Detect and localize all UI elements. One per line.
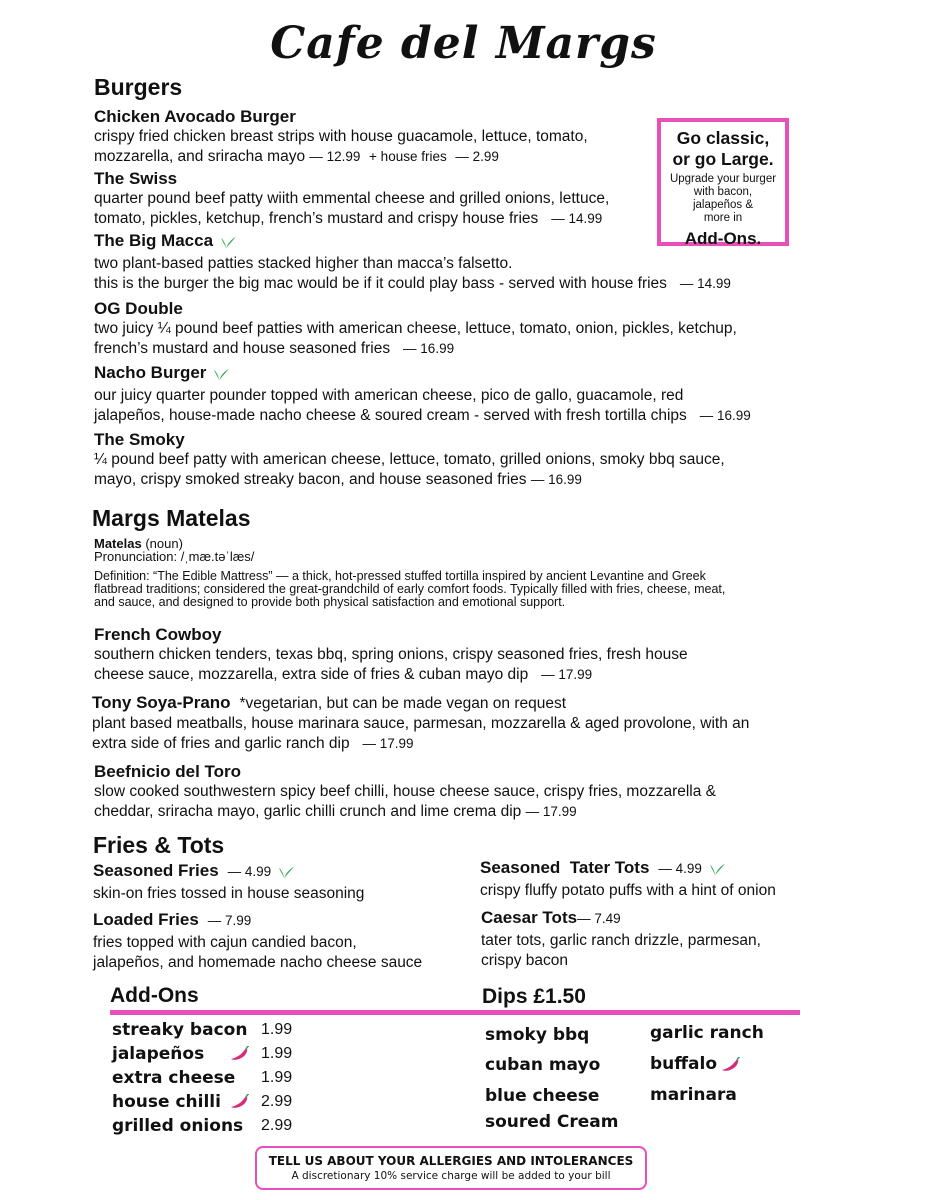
dip-item: blue cheese <box>485 1086 600 1106</box>
item-name: The Big Macca <box>94 231 214 250</box>
addon-price: 2.99 <box>261 1093 293 1110</box>
item-description: french’s mustard and house seasoned fries <box>94 340 391 357</box>
addon-price: 1.99 <box>261 1021 293 1038</box>
promo-box <box>657 118 789 246</box>
item-price: — 14.99 <box>551 211 603 226</box>
def-pos: (noun) <box>141 536 183 551</box>
leaf-icon <box>212 367 230 381</box>
item-description: crispy fried chicken breast strips with house guacamole, lettuce, tomato, <box>94 128 588 145</box>
menu-item-chicken-avocado-burger <box>94 107 654 167</box>
item-description: jalapeños, and homemade nacho cheese sauce <box>93 954 423 971</box>
addon-row <box>112 1020 312 1044</box>
addons-heading: Add-Ons <box>110 984 199 1007</box>
promo-small: with bacon, <box>693 186 753 198</box>
menu-item-tony-soya-prano <box>92 693 852 754</box>
item-description: crispy fluffy potato puffs with a hint of onion <box>480 882 776 899</box>
item-note: *vegetarian, but can be made vegan on request <box>239 695 567 712</box>
item-description: slow cooked southwestern spicy beef chilli, house cheese sauce, crispy fries, mozzarella & <box>94 783 717 800</box>
dip-item: garlic ranch <box>650 1023 764 1043</box>
chili-icon <box>230 1046 250 1062</box>
item-description: two plant-based patties stacked higher than macca’s falsetto. <box>94 255 513 272</box>
menu-item-the-swiss <box>94 169 654 229</box>
addon-name: grilled onions <box>112 1116 244 1136</box>
dip-item: cuban mayo <box>485 1055 601 1075</box>
item-price: — 17.99 <box>362 736 414 751</box>
item-description: skin-on fries tossed in house seasoning <box>93 885 365 902</box>
item-description: jalapeños, house-made nacho cheese & soured cream - served with fresh tortilla chips <box>94 407 687 424</box>
item-price: — 4.99 <box>227 864 272 879</box>
item-price: — 16.99 <box>699 408 751 423</box>
addon-name: extra cheese <box>112 1068 236 1088</box>
dip-item: buffalo <box>650 1054 718 1074</box>
item-price: — 14.99 <box>679 276 731 291</box>
dips-column-2 <box>650 1023 810 1111</box>
definition-line: and sauce, and designed to provide both physical satisfaction and emotional support. <box>94 595 566 609</box>
menu-item-the-smoky <box>94 430 854 490</box>
item-description: cheese sauce, mozzarella, extra side of fries & cuban mayo dip <box>94 666 529 683</box>
addon-row <box>112 1044 312 1068</box>
menu-item-seasoned-fries <box>93 861 473 904</box>
item-name: Beefnicio del Toro <box>94 762 242 781</box>
item-description: quarter pound beef patty wiith emmental cheese and grilled onions, lettuce, <box>94 190 610 207</box>
menu-item-nacho-burger <box>94 363 854 426</box>
promo-line3: Add-Ons. <box>684 229 762 248</box>
service-charge-note: A discretionary 10% service charge will be added to your bill <box>291 1170 611 1182</box>
item-price: — 17.99 <box>541 667 593 682</box>
addon-price: 2.99 <box>261 1117 293 1134</box>
item-extra-price: — 2.99 <box>455 149 499 164</box>
item-description: this is the burger the big mac would be if it could play bass - served with house fries <box>94 275 667 292</box>
item-price: — 7.49 <box>577 911 621 926</box>
item-name: The Smoky <box>94 430 185 449</box>
menu-item-loaded-fries <box>93 910 473 973</box>
addon-price: 1.99 <box>261 1045 293 1062</box>
item-name: French Cowboy <box>94 625 222 644</box>
item-name: Chicken Avocado Burger <box>94 107 296 126</box>
item-description: two juicy ¼ pound beef patties with american cheese, lettuce, tomato, onion, pickles, ketchup, <box>94 320 737 337</box>
addon-row <box>112 1068 312 1092</box>
allergy-title: TELL US ABOUT YOUR ALLERGIES AND INTOLERANCES <box>268 1154 634 1168</box>
item-description: ¼ pound beef patty with american cheese, lettuce, tomato, grilled onions, smoky bbq sauce, <box>94 451 725 468</box>
def-word: Matelas <box>94 536 142 551</box>
definition-line: flatbread traditions; considered the great-grandchild of early comfort foods. Typically filled with fries, cheese, meat, <box>94 582 726 596</box>
burgers-heading: Burgers <box>94 74 183 100</box>
restaurant-title: Cafe del Margs <box>270 18 657 69</box>
item-name: Seasoned Fries <box>93 861 219 880</box>
allergy-notice <box>255 1146 647 1190</box>
leaf-icon <box>277 865 295 879</box>
item-price: — 4.99 <box>658 861 702 876</box>
item-description: tomato, pickles, ketchup, french’s mustard and crispy house fries <box>94 210 539 227</box>
dip-item: smoky bbq <box>485 1025 590 1045</box>
leaf-icon <box>708 862 726 876</box>
item-description: mozzarella, and sriracha mayo <box>94 148 306 165</box>
chili-icon <box>230 1094 250 1110</box>
dips-heading: Dips £1.50 <box>482 985 586 1008</box>
addon-name: house chilli <box>112 1092 221 1112</box>
divider-line <box>110 1010 800 1015</box>
chili-icon <box>721 1057 741 1073</box>
dip-item: soured Cream <box>485 1112 619 1132</box>
item-description: fries topped with cajun candied bacon, <box>93 934 357 951</box>
item-description: southern chicken tenders, texas bbq, spring onions, crispy seasoned fries, fresh house <box>94 646 688 663</box>
item-price: — 16.99 <box>530 472 582 487</box>
addon-row <box>112 1092 312 1116</box>
fries-heading: Fries & Tots <box>93 832 225 858</box>
item-name: Loaded Fries <box>93 910 199 929</box>
menu-item-seasoned-tater-tots <box>480 858 840 901</box>
item-name: The Swiss <box>94 169 178 188</box>
menu-item-beefnicio-del-toro <box>94 762 854 822</box>
item-description: tater tots, garlic ranch drizzle, parmesan, <box>481 932 761 949</box>
addon-row <box>112 1116 312 1140</box>
addon-name: jalapeños <box>112 1044 205 1064</box>
item-description: plant based meatballs, house marinara sauce, parmesan, mozzarella & aged provolone, with an <box>92 715 750 732</box>
addon-name: streaky bacon <box>112 1020 248 1040</box>
definition-line: Definition: “The Edible Mattress” — a thick, hot-pressed stuffed tortilla inspired by ancient Levantine and Greek <box>94 569 706 583</box>
item-description: mayo, crispy smoked streaky bacon, and house seasoned fries <box>94 471 527 488</box>
item-description: crispy bacon <box>481 952 569 969</box>
item-price: — 7.99 <box>207 913 252 928</box>
item-extra: + house fries <box>369 149 447 164</box>
dips-column-1 <box>485 1025 645 1138</box>
addon-price: 1.99 <box>261 1069 293 1086</box>
item-price: — 17.99 <box>525 804 577 819</box>
promo-line2: or go Large. <box>672 149 774 169</box>
pronunciation: Pronunciation: /ˌmæ.təˈlæs/ <box>94 549 255 564</box>
menu-item-og-double <box>94 299 854 359</box>
item-name: Seasoned Tater Tots <box>480 858 650 877</box>
promo-small: jalapeños & <box>692 199 754 211</box>
dip-item: marinara <box>650 1085 737 1105</box>
promo-line1: Go classic, <box>676 128 770 148</box>
item-name: Tony Soya-Prano <box>92 693 231 712</box>
item-price: — 16.99 <box>403 341 455 356</box>
leaf-icon <box>219 235 237 249</box>
item-name: Caesar Tots <box>481 908 578 927</box>
menu-item-caesar-tots <box>481 908 841 971</box>
matelas-definition <box>94 537 854 609</box>
item-name: OG Double <box>94 299 183 318</box>
item-description: extra side of fries and garlic ranch dip <box>92 735 350 752</box>
item-name: Nacho Burger <box>94 363 207 382</box>
menu-item-french-cowboy <box>94 625 854 685</box>
promo-small: more in <box>703 212 743 224</box>
item-description: our juicy quarter pounder topped with american cheese, pico de gallo, guacamole, red <box>94 387 684 404</box>
matelas-heading: Margs Matelas <box>92 505 251 531</box>
item-description: cheddar, sriracha mayo, garlic chilli crunch and lime crema dip <box>94 803 522 820</box>
item-price: — 12.99 <box>309 149 361 164</box>
addons-list <box>112 1020 312 1140</box>
promo-small: Upgrade your burger <box>669 173 777 185</box>
